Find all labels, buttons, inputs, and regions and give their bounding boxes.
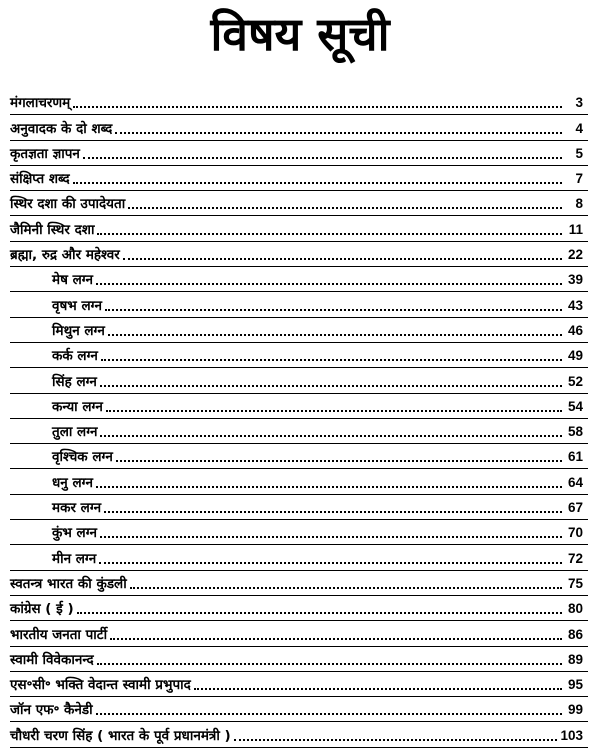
dot-leader [194, 688, 562, 690]
toc-page-number: 75 [567, 575, 583, 591]
toc-entry-label: चौधरी चरण सिंह ( भारत के पूर्व प्रधानमंत्री ) [10, 727, 231, 744]
toc-entry [10, 496, 588, 520]
toc-entry [10, 217, 588, 241]
dot-leader [77, 612, 562, 614]
toc-page-number: 89 [567, 651, 583, 667]
dot-leader [96, 486, 562, 488]
toc-entry [10, 91, 588, 115]
toc-entry [10, 597, 588, 621]
toc-page-number: 7 [575, 171, 583, 187]
toc-entry-label: मीन लग्न [52, 550, 97, 567]
dot-leader [100, 536, 562, 538]
dot-leader [96, 283, 562, 285]
toc-entry [10, 470, 588, 494]
toc-entry [10, 116, 588, 140]
toc-page-number: 46 [567, 322, 583, 338]
dot-leader [100, 435, 562, 437]
toc-entry [10, 521, 588, 545]
toc-entry [10, 572, 588, 596]
dot-leader [115, 132, 562, 134]
toc-page-number: 80 [567, 601, 583, 617]
toc-page-number: 86 [567, 626, 583, 642]
toc-page-number: 5 [575, 145, 583, 161]
dot-leader [99, 562, 562, 564]
toc-entry-label: संक्षिप्त शब्द [10, 171, 70, 188]
toc-entry-label: मेष लग्न [52, 272, 94, 289]
dot-leader [116, 460, 562, 462]
toc-entry-label: जॉन एफ॰ कैनेडी [10, 702, 93, 719]
toc-entry [10, 445, 588, 469]
toc-entry-label: कर्क लग्न [52, 348, 98, 365]
toc-entry [10, 192, 588, 216]
toc-entry [10, 344, 588, 368]
toc-entry [10, 673, 588, 697]
toc-entry-label: वृश्चिक लग्न [52, 449, 113, 466]
dot-leader [123, 258, 562, 260]
toc-page-number: 70 [567, 525, 583, 541]
toc-entry [10, 546, 588, 570]
toc-entry-label: ब्रह्मा, रुद्र और महेश्वर [10, 247, 120, 264]
dot-leader [130, 587, 562, 589]
toc-page-number: 49 [567, 348, 583, 364]
toc-entry-label: जैमिनी स्थिर दशा [10, 221, 95, 238]
toc-page-number: 4 [575, 120, 583, 136]
toc-entry-label: धनु लग्न [52, 474, 93, 491]
toc-entry [10, 648, 588, 672]
toc-entry-label: एस॰सी॰ भक्ति वेदान्त स्वामी प्रभुपाद [10, 677, 191, 694]
toc-page-number: 52 [567, 373, 583, 389]
toc-entry-label: अनुवादक के दो शब्द [10, 120, 113, 137]
toc-entry-label: मंगलाचरणम् [10, 95, 71, 112]
toc-page-number: 67 [567, 500, 583, 516]
toc-entry [10, 268, 588, 292]
toc-entry-label: कुंभ लग्न [52, 525, 97, 542]
dot-leader [73, 106, 562, 108]
dot-leader [104, 511, 562, 513]
toc-page-number: 3 [575, 95, 583, 111]
toc-entry [10, 142, 588, 166]
toc-page-number: 95 [567, 677, 583, 693]
toc-page-number: 99 [567, 702, 583, 718]
toc-page-number: 64 [567, 474, 583, 490]
toc-entry-label: सिंह लग्न [52, 373, 97, 390]
toc-entry [10, 723, 588, 747]
toc-entry-label: स्वामी विवेकानन्द [10, 651, 94, 668]
toc-page-number: 39 [567, 272, 583, 288]
toc-entry [10, 167, 588, 191]
toc-entry-label: कन्या लग्न [52, 398, 103, 415]
dot-leader [97, 663, 562, 665]
toc-page-number: 11 [568, 221, 583, 237]
toc-entry [10, 293, 588, 317]
dot-leader [73, 182, 562, 184]
toc-page-number: 54 [567, 398, 583, 414]
dot-leader [83, 157, 562, 159]
table-of-contents [10, 91, 588, 749]
dot-leader [234, 739, 558, 741]
dot-leader [105, 309, 562, 311]
toc-entry [10, 420, 588, 444]
dot-leader [128, 207, 562, 209]
toc-page-number: 61 [567, 449, 583, 465]
toc-entry-label: तुला लग्न [52, 424, 98, 441]
toc-page-number: 43 [567, 297, 583, 313]
toc-page-number: 8 [575, 196, 583, 212]
dot-leader [100, 385, 562, 387]
toc-page-number: 22 [567, 247, 583, 263]
toc-entry [10, 395, 588, 419]
toc-entry-label: वृषभ लग्न [52, 297, 102, 314]
toc-page-number: 103 [560, 727, 583, 743]
dot-leader [106, 410, 562, 412]
toc-entry [10, 243, 588, 267]
toc-entry-label: मिथुन लग्न [52, 322, 105, 339]
dot-leader [108, 334, 562, 336]
toc-entry [10, 369, 588, 393]
toc-entry-label: भारतीय जनता पार्टी [10, 626, 108, 643]
dot-leader [110, 638, 562, 640]
page-title: विषय सूची [210, 7, 390, 61]
toc-page-number: 72 [567, 550, 583, 566]
dot-leader [97, 233, 562, 235]
toc-entry [10, 622, 588, 646]
toc-entry [10, 698, 588, 722]
toc-entry [10, 319, 588, 343]
toc-entry-label: स्वतन्त्र भारत की कुंडली [10, 575, 127, 592]
toc-entry-label: कांग्रेस ( ई ) [10, 601, 74, 618]
toc-entry-label: मकर लग्न [52, 500, 102, 517]
toc-entry-label: कृतज्ञता ज्ञापन [10, 145, 80, 162]
toc-entry-label: स्थिर दशा की उपादेयता [10, 196, 126, 213]
dot-leader [96, 713, 562, 715]
dot-leader [101, 359, 562, 361]
toc-page-number: 58 [567, 424, 583, 440]
